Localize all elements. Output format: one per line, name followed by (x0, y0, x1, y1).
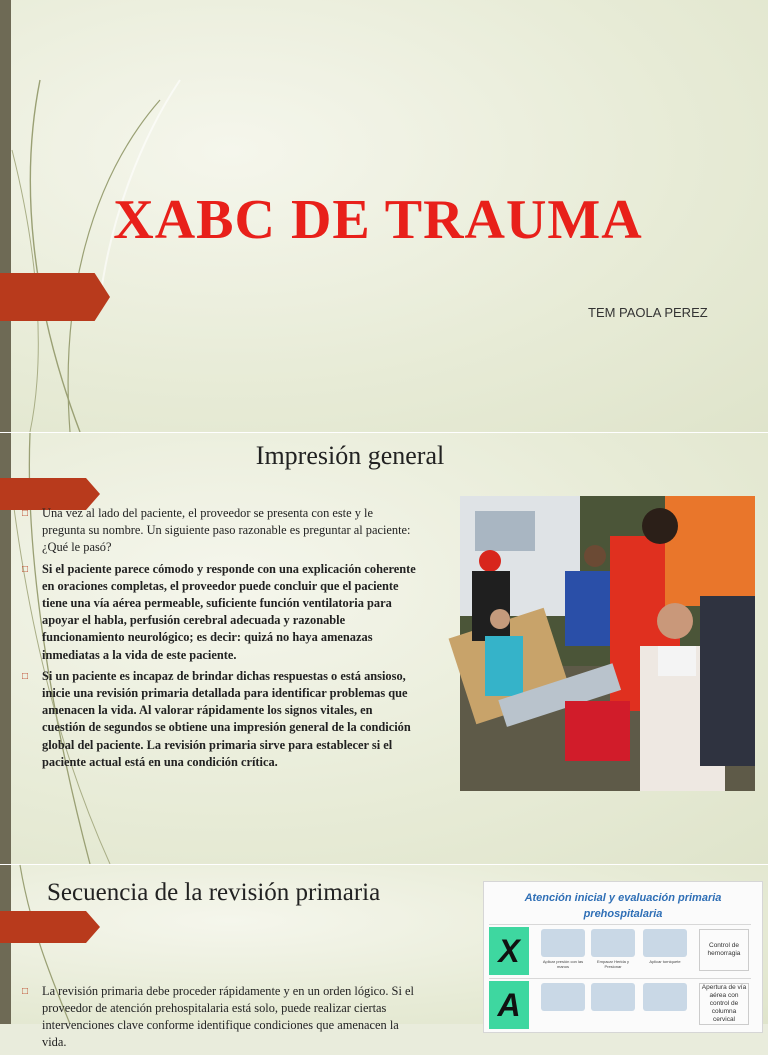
list-item (22, 561, 418, 664)
presentation-title: XABC DE TRAUMA (113, 189, 643, 251)
step-caption: Empacar Herida y Presionar (596, 959, 629, 969)
slide-body (22, 983, 422, 1055)
paragraph-text: La revisión primaria debe proceder rápidamente y en un orden lógico. Si el proveedor de atención prehospitalaria está solo, puede realizar ciertas intervenciones clave conforme identifique condiciones que amenacen la vida. (42, 984, 414, 1049)
bullet-icon: □ (22, 670, 29, 682)
paragraph-text: Si el paciente parece cómodo y responde con una explicación coherente en oraciones completas, el proveedor puede concluir que el paciente tiene una vía aérea permeable, suficiente función ventilatoria para apoyar el habla, perfusión cerebral adecuada y razonable funcionamiento neurológico; es decir: quizá no haya amenazas inmediatas a la vida de este paciente. (42, 561, 416, 662)
step-image (643, 983, 687, 1011)
infographic-row-x (489, 924, 751, 977)
list-item (22, 983, 422, 1051)
step-image (643, 929, 687, 957)
step-caption: Aplicar torniquete (649, 959, 681, 964)
infographic-title: Atención inicial y evaluación primaria prehospitalaria (524, 892, 722, 920)
paragraph-text: Si un paciente es incapaz de brindar dichas respuestas o está ansioso, inicie una revisión primaria detallada para identificar problemas que amenacen la vida. Al valorar rápidamente los signos vitales, en cuestión de segundos se obtiene una impresión general de la condición global del paciente. La revisión primaria sirve para establecer si el paciente actual está en una condición crítica. (42, 668, 411, 769)
letter-a: A (489, 981, 529, 1029)
list-item (22, 505, 418, 557)
letter-x: X (489, 927, 529, 975)
author-name: TEM PAOLA PEREZ (588, 305, 708, 320)
bullet-icon: □ (22, 508, 29, 519)
list-item (22, 668, 418, 771)
bullet-icon: □ (22, 986, 29, 997)
slide-impresion-general (0, 433, 768, 864)
step-image (541, 983, 585, 1011)
slide-title (0, 0, 768, 432)
step-caption: Aplicar presión con las manos (542, 959, 584, 969)
step-image (591, 983, 635, 1011)
bullet-icon: □ (22, 563, 29, 575)
slide-heading: Secuencia de la revisión primaria (47, 879, 381, 906)
slide-secuencia-revision (0, 865, 768, 1049)
accent-arrow (0, 911, 100, 943)
step-image (591, 929, 635, 957)
paragraph-text: Una vez al lado del paciente, el proveedor se presenta con este y le pregunta su nombre. Un siguiente paso razonable es preguntar al paciente: ¿Qué le pasó? (42, 506, 411, 555)
accent-arrow (0, 273, 110, 321)
slide-heading: Impresión general (255, 441, 445, 470)
row-description: Control de hemorragia (699, 929, 749, 971)
rescue-scene-photo (460, 496, 755, 791)
slide-body (22, 505, 418, 775)
infographic-row-a (489, 978, 751, 1031)
xabc-infographic (483, 881, 763, 1033)
step-image (541, 929, 585, 957)
slide-left-bar (0, 865, 11, 1024)
row-description: Apertura de vía aérea con control de columna cervical (699, 983, 749, 1025)
